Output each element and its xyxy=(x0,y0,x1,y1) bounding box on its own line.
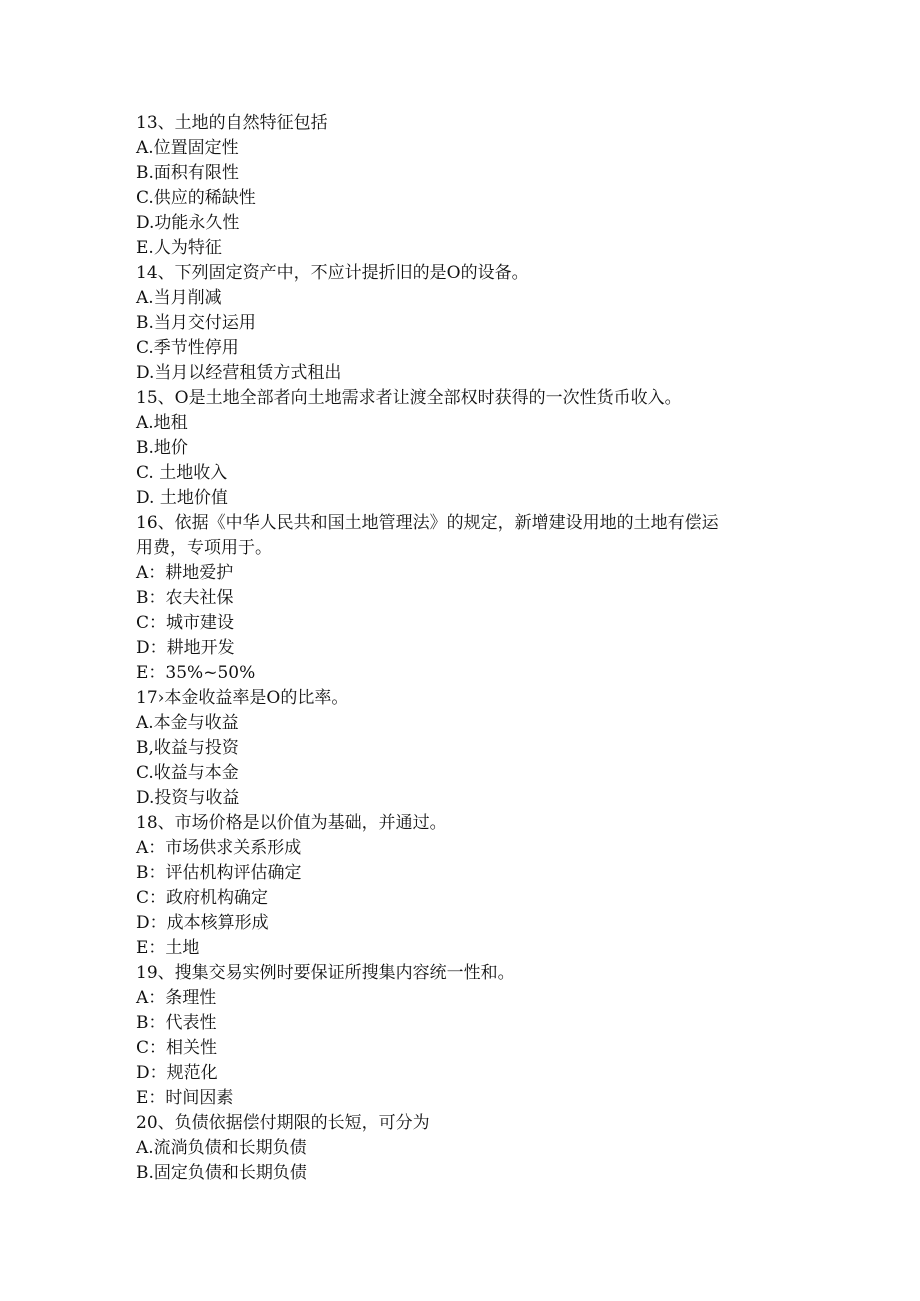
document-line: D：耕地开发 xyxy=(136,638,235,658)
document-line: B.面积有限性 xyxy=(136,163,239,183)
document-line: 20、负债依据偿付期限的长短，可分为 xyxy=(136,1113,430,1133)
document-line: 13、土地的自然特征包括 xyxy=(136,113,328,133)
document-line: 17›本金收益率是O的比率。 xyxy=(136,688,349,708)
document-line: 16、依据《中华人民共和国土地管理法》的规定，新增建设用地的土地有偿运 xyxy=(136,513,719,533)
document-line: E：土地 xyxy=(136,938,200,958)
document-line: C.季节性停用 xyxy=(136,338,239,358)
document-line: C.供应的稀缺性 xyxy=(136,188,256,208)
document-line: A.地租 xyxy=(136,413,188,433)
document-line: D：规范化 xyxy=(136,1063,218,1083)
document-line: A.位置固定性 xyxy=(136,138,239,158)
document-line: A.流淌负债和长期负债 xyxy=(136,1138,307,1158)
document-line: A：条理性 xyxy=(136,988,217,1008)
document-line: 14、下列固定资产中，不应计提折旧的是O的设备。 xyxy=(136,263,529,283)
document-line: C：城市建设 xyxy=(136,613,235,633)
document-page xyxy=(136,111,786,1186)
document-line: C：相关性 xyxy=(136,1038,218,1058)
document-line: B：代表性 xyxy=(136,1013,217,1033)
document-line: A.本金与收益 xyxy=(136,713,239,733)
document-line: D.功能永久性 xyxy=(136,213,240,233)
document-line: C. 土地收入 xyxy=(136,463,228,483)
document-line: A：市场供求关系形成 xyxy=(136,838,302,858)
document-line: 15、O是土地全部者向土地需求者让渡全部权时获得的一次性货币收入。 xyxy=(136,388,682,408)
document-line: D.投资与收益 xyxy=(136,788,240,808)
document-line: C.收益与本金 xyxy=(136,763,239,783)
document-line: B：农夫社保 xyxy=(136,588,234,608)
document-line: 用费，专项用于。 xyxy=(136,538,272,558)
document-line: 19、搜集交易实例时要保证所搜集内容统一性和。 xyxy=(136,963,515,983)
document-line: D.当月以经营租赁方式租出 xyxy=(136,363,342,383)
document-line: C：政府机构确定 xyxy=(136,888,269,908)
document-line: B：评估机构评估确定 xyxy=(136,863,302,883)
document-line: 18、市场价格是以价值为基础，并通过。 xyxy=(136,813,447,833)
document-line: D. 土地价值 xyxy=(136,488,228,508)
document-line: E.人为特征 xyxy=(136,238,222,258)
document-line: B.当月交付运用 xyxy=(136,313,256,333)
document-line: A.当月削减 xyxy=(136,288,222,308)
document-line: E：时间因素 xyxy=(136,1088,234,1108)
document-line: B.固定负债和长期负债 xyxy=(136,1163,307,1183)
document-line: E：35%~50% xyxy=(136,663,256,683)
document-line: A：耕地爱护 xyxy=(136,563,234,583)
document-line: B,收益与投资 xyxy=(136,738,239,758)
document-line: B.地价 xyxy=(136,438,188,458)
document-line: D：成本核算形成 xyxy=(136,913,269,933)
